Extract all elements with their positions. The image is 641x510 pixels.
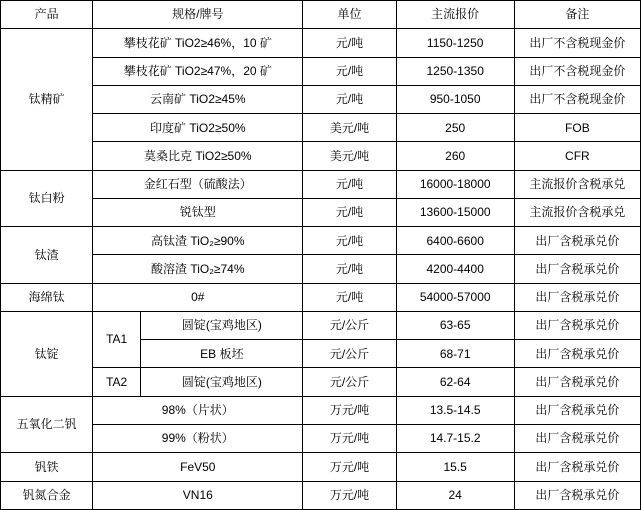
header-price: 主流报价 — [396, 1, 514, 29]
price-cell: 24 — [396, 481, 514, 509]
price-cell: 950-1050 — [396, 85, 514, 113]
price-cell: 16000-18000 — [396, 170, 514, 198]
unit-cell: 元/公斤 — [303, 311, 396, 339]
unit-cell: 元/吨 — [303, 57, 396, 85]
grade-cell: 99%（粉状） — [93, 424, 303, 452]
price-cell: 15.5 — [396, 453, 514, 481]
grade-cell: VN16 — [93, 481, 303, 509]
unit-cell: 元/公斤 — [303, 340, 396, 368]
unit-cell: 美元/吨 — [303, 114, 396, 142]
remark-cell: 出厂含税承兑价 — [514, 255, 640, 283]
product-name-cell: 钛精矿 — [1, 29, 93, 170]
remark-cell: 出厂不含税现金价 — [514, 29, 640, 57]
remark-cell: 出厂含税承兑价 — [514, 311, 640, 339]
grade-cell: 0# — [93, 283, 303, 311]
brand-cell: TA1 — [93, 311, 141, 368]
product-name-cell: 海绵钛 — [1, 283, 93, 311]
header-grade: 规格/牌号 — [93, 1, 303, 29]
table-row — [1, 57, 641, 85]
remark-cell: 出厂含税承兑价 — [514, 396, 640, 424]
table-row — [1, 142, 641, 170]
grade-cell: 锐钛型 — [93, 198, 303, 226]
table-row — [1, 198, 641, 226]
remark-cell: 出厂含税承兑价 — [514, 227, 640, 255]
price-cell: 1250-1350 — [396, 57, 514, 85]
remark-cell: 出厂含税承兑价 — [514, 424, 640, 452]
header-unit: 单位 — [303, 1, 396, 29]
grade-cell: 金红石型（硫酸法） — [93, 170, 303, 198]
table-row — [1, 481, 641, 509]
remark-cell: 出厂含税承兑价 — [514, 453, 640, 481]
remark-cell: 出厂含税承兑价 — [514, 283, 640, 311]
unit-cell: 万元/吨 — [303, 453, 396, 481]
table-row — [1, 311, 641, 339]
price-cell: 260 — [396, 142, 514, 170]
table-row — [1, 255, 641, 283]
product-name-cell: 钛渣 — [1, 227, 93, 284]
unit-cell: 元/吨 — [303, 255, 396, 283]
table-row — [1, 368, 641, 396]
price-cell: 1150-1250 — [396, 29, 514, 57]
table-row — [1, 283, 641, 311]
unit-cell: 元/吨 — [303, 198, 396, 226]
price-cell: 68-71 — [396, 340, 514, 368]
price-cell: 14.7-15.2 — [396, 424, 514, 452]
grade-cell: 酸溶渣 TiO₂≥74% — [93, 255, 303, 283]
header-product: 产品 — [1, 1, 93, 29]
unit-cell: 元/吨 — [303, 170, 396, 198]
table-row — [1, 453, 641, 481]
table-row — [1, 424, 641, 452]
price-cell: 13.5-14.5 — [396, 396, 514, 424]
grade-cell: 98%（片状） — [93, 396, 303, 424]
remark-cell: 主流报价含税承兑 — [514, 198, 640, 226]
table-row — [1, 114, 641, 142]
grade-cell: 圆锭(宝鸡地区) — [141, 368, 303, 396]
unit-cell: 元/吨 — [303, 283, 396, 311]
grade-cell: 高钛渣 TiO₂≥90% — [93, 227, 303, 255]
price-cell: 62-64 — [396, 368, 514, 396]
unit-cell: 元/吨 — [303, 85, 396, 113]
unit-cell: 美元/吨 — [303, 142, 396, 170]
grade-cell: EB 板坯 — [141, 340, 303, 368]
unit-cell: 元/吨 — [303, 227, 396, 255]
unit-cell: 万元/吨 — [303, 481, 396, 509]
price-cell: 250 — [396, 114, 514, 142]
remark-cell: 主流报价含税承兑 — [514, 170, 640, 198]
grade-cell: 云南矿 TiO2≥45% — [93, 85, 303, 113]
price-cell: 4200-4400 — [396, 255, 514, 283]
table-body — [1, 1, 641, 510]
remark-cell: 出厂含税承兑价 — [514, 340, 640, 368]
remark-cell: 出厂不含税现金价 — [514, 57, 640, 85]
remark-cell: CFR — [514, 142, 640, 170]
grade-cell: 莫桑比克 TiO2≥50% — [93, 142, 303, 170]
remark-cell: 出厂不含税现金价 — [514, 85, 640, 113]
product-name-cell: 钒氮合金 — [1, 481, 93, 509]
table-row — [1, 85, 641, 113]
unit-cell: 元/公斤 — [303, 368, 396, 396]
brand-cell: TA2 — [93, 368, 141, 396]
table-row — [1, 170, 641, 198]
grade-cell: 印度矿 TiO2≥50% — [93, 114, 303, 142]
remark-cell: 出厂含税承兑价 — [514, 368, 640, 396]
grade-cell: 圆锭(宝鸡地区) — [141, 311, 303, 339]
product-name-cell: 钒铁 — [1, 453, 93, 481]
grade-cell: 攀枝花矿 TiO2≥47%，20 矿 — [93, 57, 303, 85]
remark-cell: 出厂含税承兑价 — [514, 481, 640, 509]
remark-cell: FOB — [514, 114, 640, 142]
product-name-cell: 钛白粉 — [1, 170, 93, 227]
unit-cell: 万元/吨 — [303, 396, 396, 424]
unit-cell: 元/吨 — [303, 29, 396, 57]
price-cell: 54000-57000 — [396, 283, 514, 311]
price-cell: 13600-15000 — [396, 198, 514, 226]
table-row — [1, 227, 641, 255]
table-row — [1, 396, 641, 424]
unit-cell: 万元/吨 — [303, 424, 396, 452]
product-name-cell: 五氧化二钒 — [1, 396, 93, 453]
grade-cell: FeV50 — [93, 453, 303, 481]
price-cell: 63-65 — [396, 311, 514, 339]
price-cell: 6400-6600 — [396, 227, 514, 255]
table-row — [1, 29, 641, 57]
header-remark: 备注 — [514, 1, 640, 29]
grade-cell: 攀枝花矿 TiO2≥46%，10 矿 — [93, 29, 303, 57]
product-name-cell: 钛锭 — [1, 311, 93, 396]
table-header-row — [1, 1, 641, 29]
